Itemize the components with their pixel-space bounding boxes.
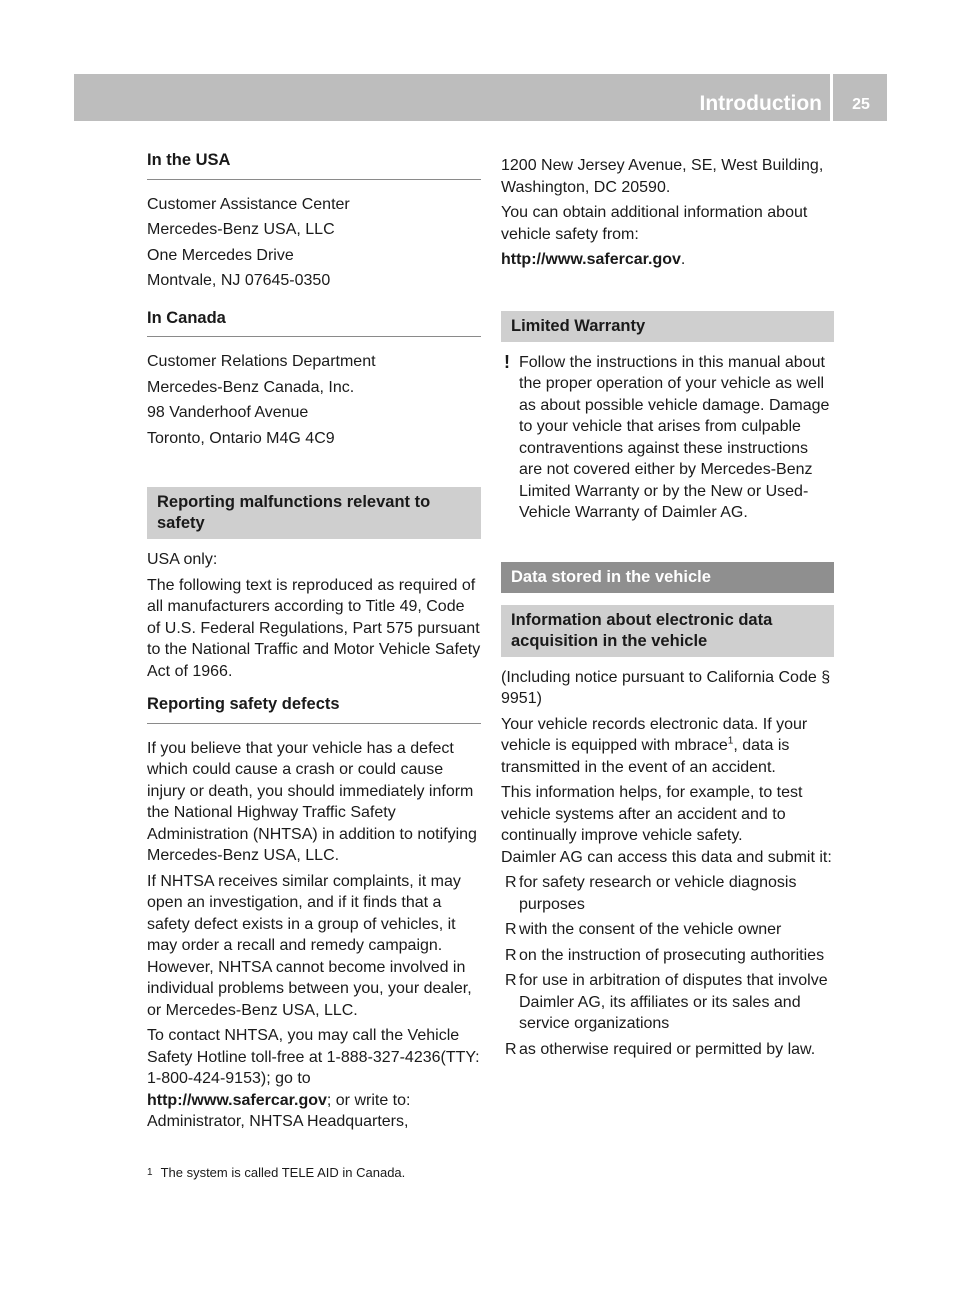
records-text-end: , data is transmitted in the event of an accident. <box>501 737 790 776</box>
obtain-info-text: You can obtain additional information about vehicle safety from: <box>501 204 808 243</box>
link-period: . <box>680 251 686 268</box>
exclamation-icon: ! <box>504 351 510 372</box>
bullet-glyph: R <box>505 1040 517 1058</box>
daimler-paragraph: Daimler AG can access this data and submit it: <box>501 848 832 866</box>
address-line: 98 Vanderhoof Avenue <box>147 404 309 421</box>
bullet-glyph: R <box>505 972 517 989</box>
section-title: Introduction <box>699 92 822 115</box>
contact-text: To contact NHTSA, you may call the Vehicle Safety Hotline toll-free at 1-888-327-4236(TTY: 1-800-424-9153); go to <box>147 1027 480 1087</box>
defect-paragraph: If NHTSA receives similar complaints, it may open an investigation, and if it finds that a safety defect exists in a group of vehicles, it may order a recall and remedy campaign. However, NHTSA cannot become involved in individual problems between you, your dealer, or Mercedes-Benz USA, LLC. <box>147 872 472 1019</box>
footnote <box>147 1165 405 1181</box>
address-line: One Mercedes Drive <box>147 246 294 264</box>
list-item <box>501 872 834 915</box>
canada-address <box>147 351 481 449</box>
list-item <box>501 1039 834 1061</box>
list-item-text: for use in arbitration of disputes that involve Daimler AG, its affiliates or its sales and service organizations <box>519 972 828 1032</box>
records-paragraph <box>501 714 834 779</box>
bullet-glyph: R <box>505 946 517 964</box>
bullet-glyph: R <box>505 921 517 938</box>
safercar-link[interactable]: http://www.safercar.gov <box>501 251 681 268</box>
helps-paragraph: This information helps, for example, to test vehicle systems after an accident and to continually improve vehicle safety. <box>501 784 803 844</box>
obtain-link-line <box>501 249 834 271</box>
address-line: Mercedes-Benz USA, LLC <box>147 221 335 238</box>
list-item-text: for safety research or vehicle diagnosis purposes <box>519 874 797 913</box>
data-stored-heading: Data stored in the vehicle <box>501 562 834 593</box>
left-column <box>147 150 481 1137</box>
footnote-number: 1 <box>147 1167 153 1178</box>
safercar-link[interactable]: http://www.safercar.gov <box>147 1091 327 1109</box>
warranty-notice <box>501 352 834 524</box>
defect-paragraph: If you believe that your vehicle has a defect which could cause a crash or could cause injury or death, you should immediately inform the National Highway Traffic Safety Administration (NHTSA) in addition to notifying Mercedes-Benz USA, LLC. <box>147 739 477 864</box>
address-continued: 1200 New Jersey Avenue, SE, West Building, Washington, DC 20590. <box>501 157 824 196</box>
safety-defects-heading: Reporting safety defects <box>147 694 481 724</box>
list-item-text: as otherwise required or permitted by law. <box>519 1040 816 1058</box>
limited-warranty-heading: Limited Warranty <box>501 311 834 342</box>
footnote-text: The system is called TELE AID in Canada. <box>160 1165 406 1180</box>
footnote-ref: 1 <box>727 735 734 747</box>
california-notice: (Including notice pursuant to California Code § 9951) <box>501 668 831 707</box>
usa-address <box>147 194 481 292</box>
electronic-data-heading: Information about electronic data acquisition in the vehicle <box>501 605 834 657</box>
warranty-text: Follow the instructions in this manual about the proper operation of your vehicle as well as about possible vehicle damage. Damage to your vehicle that arises from culpable contraventions against these instructions are not covered either by Mercedes-Benz Limited Warranty or by the New or Used-Vehicle Warranty of Daimler AG. <box>519 353 830 521</box>
list-item-text: on the instruction of prosecuting authorities <box>519 946 825 964</box>
list-item <box>501 970 834 1035</box>
reporting-malfunctions-heading: Reporting malfunctions relevant to safety <box>147 487 481 539</box>
access-list <box>501 872 834 1060</box>
bullet-glyph: R <box>505 874 517 891</box>
address-line: Montvale, NJ 07645-0350 <box>147 272 331 289</box>
regulation-text: The following text is reproduced as required of all manufacturers according to Title 49, Code of U.S. Federal Regulations, Part 575 pursuant to the National Traffic and Motor Vehicle Safety Act of 1966. <box>147 576 481 680</box>
address-line: Customer Assistance Center <box>147 195 350 213</box>
address-line: Toronto, Ontario M4G 4C9 <box>147 429 335 447</box>
address-line: Customer Relations Department <box>147 353 376 370</box>
list-item <box>501 945 834 967</box>
contact-paragraph <box>147 1025 481 1133</box>
header-divider <box>830 74 833 121</box>
list-item <box>501 919 834 941</box>
contact-text-end: ; or write to: Administrator, NHTSA Headquarters, <box>147 1091 411 1130</box>
address-line: Mercedes-Benz Canada, Inc. <box>147 378 355 396</box>
usa-only-label: USA only: <box>147 551 218 568</box>
usa-heading: In the USA <box>147 150 481 180</box>
records-text: Your vehicle records electronic data. If your vehicle is equipped with mbrace <box>501 715 808 754</box>
right-column <box>501 155 834 1064</box>
canada-heading: In Canada <box>147 308 481 338</box>
list-item-text: with the consent of the vehicle owner <box>519 921 782 938</box>
page-number: 25 <box>852 96 870 113</box>
